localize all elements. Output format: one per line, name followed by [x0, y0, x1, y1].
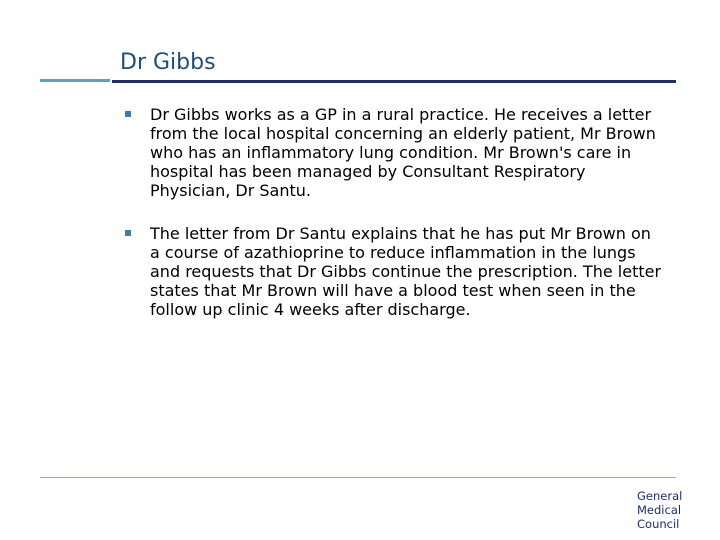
square-bullet-icon	[125, 111, 131, 117]
logo-line: General	[637, 489, 683, 503]
bullet-text: The letter from Dr Santu explains that he has put Mr Brown on a course of azathioprine to reduce inflammation in the lungs and requests that Dr Gibbs continue the prescription. The letter states that Mr Brown will have a blood test when seen in the follow up clinic 4 weeks after discharge.	[150, 224, 662, 319]
logo-line: Medical	[637, 503, 682, 517]
bullet-item	[120, 105, 665, 200]
footer-divider	[40, 477, 676, 478]
logo-line: Council	[637, 517, 680, 531]
title-divider	[112, 80, 676, 83]
bullet-text: Dr Gibbs works as a GP in a rural practice. He receives a letter from the local hospital concerning an elderly patient, Mr Brown who has an inflammatory lung condition. Mr Brown's care in hospital has been managed by Consultant Respiratory Physician, Dr Santu.	[150, 105, 656, 200]
bullet-list	[120, 105, 665, 343]
title-accent-line	[40, 79, 110, 82]
slide-title: Dr Gibbs	[120, 50, 216, 75]
square-bullet-icon	[125, 230, 131, 236]
gmc-logo	[637, 489, 697, 531]
bullet-item	[120, 224, 665, 319]
